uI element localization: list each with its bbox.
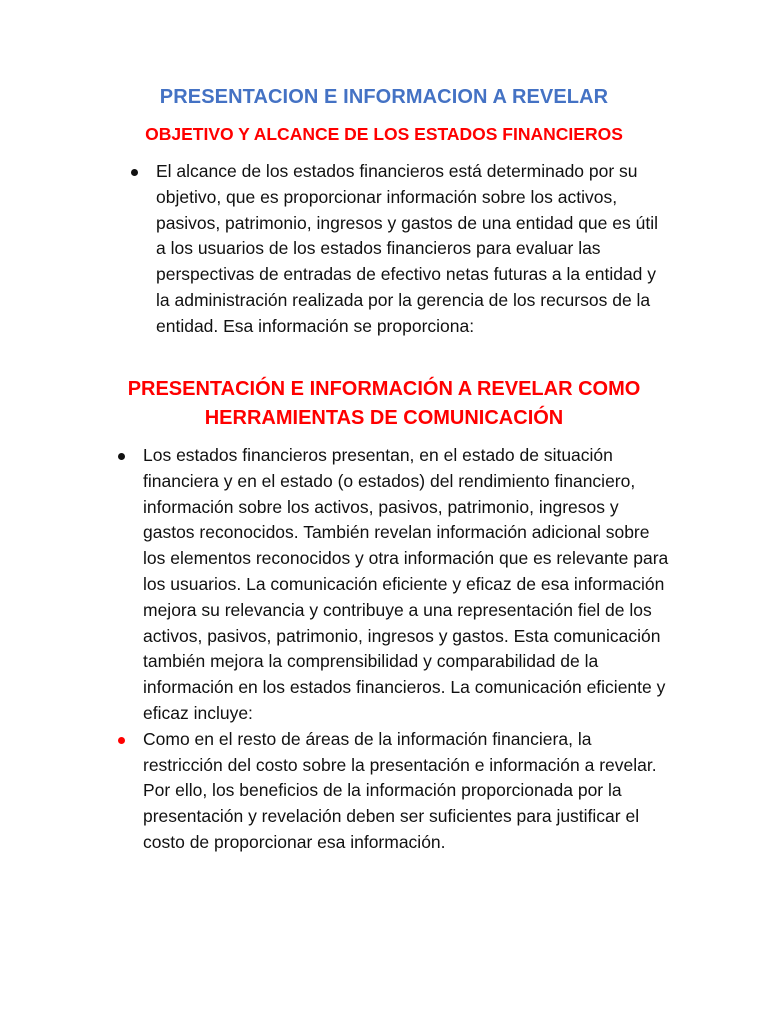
list-item — [130, 159, 660, 340]
section-heading-objetivo: OBJETIVO Y ALCANCE DE LOS ESTADOS FINANCIEROS — [145, 124, 623, 144]
bullet-icon — [131, 169, 138, 176]
paragraph-alcance: El alcance de los estados financieros está determinado por su objetivo, que es proporcionar información sobre los activos, pasivos, patrimonio, ingresos y gastos de una entidad que es útil a los usuarios de los estados financieros para evaluar las perspectivas de entradas de efectivo netas futuras a la entidad y la administración realizada por la gerencia de los recursos de la entidad. Esa información se proporciona: — [156, 161, 658, 336]
list-item — [117, 443, 670, 727]
bullet-list-objetivo — [130, 159, 660, 340]
section-heading-comunicacion: PRESENTACIÓN E INFORMACIÓN A REVELAR COMO HERRAMIENTAS DE COMUNICACIÓN — [127, 378, 641, 429]
red-bullet-icon — [118, 737, 125, 744]
list-item — [117, 727, 670, 856]
document-title: PRESENTACION E INFORMACION A REVELAR — [159, 86, 609, 108]
bullet-list-comunicacion — [117, 443, 670, 856]
paragraph-estados-financieros: Los estados financieros presentan, en el estado de situación financiera y en el estado (o estados) del rendimiento financiero, información sobre los activos, pasivos, patrimonio, ingresos y gastos reconocidos. También revelan información adicional sobre los elementos reconocidos y otra información que es relevante para los usuarios. La comunicación eficiente y eficaz de esa información mejora su relevancia y contribuye a una representación fiel de los activos, pasivos, patrimonio, ingresos y gastos. Esta comunicación también mejora la comprensibilidad y comparabilidad de la información en los estados financieros. La comunicación eficiente y eficaz incluye: — [143, 445, 669, 723]
paragraph-restriccion-costo: Como en el resto de áreas de la información financiera, la restricción del costo sobre la presentación e información a revelar. Por ello, los beneficios de la información proporcionada por la presentación y revelación deben ser suficientes para justificar el costo de proporcionar esa información. — [143, 728, 657, 852]
bullet-icon — [118, 453, 125, 460]
